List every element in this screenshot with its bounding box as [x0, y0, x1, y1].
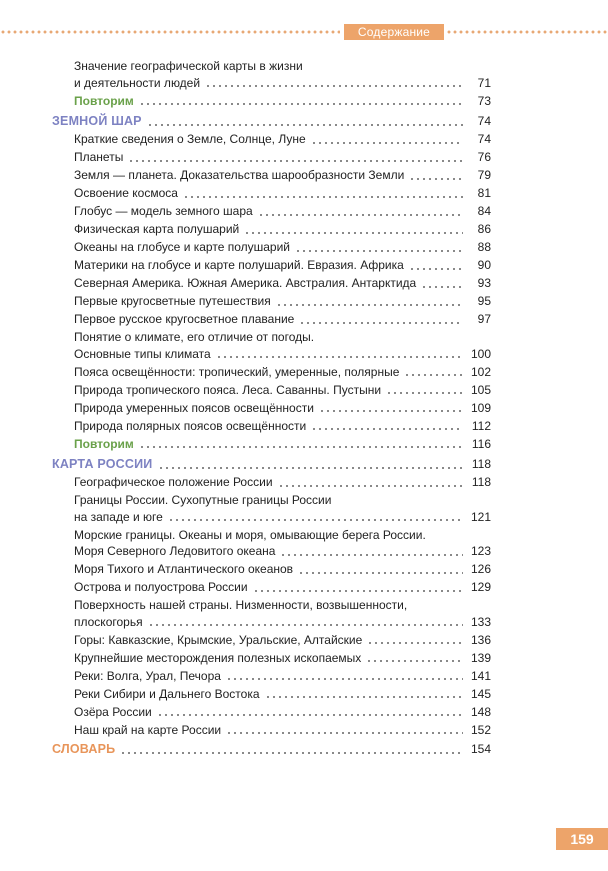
toc-entry[interactable]: [52, 527, 491, 560]
toc-entry[interactable]: [52, 632, 491, 649]
dot-leader: [404, 374, 463, 376]
toc-entry-line: Понятие о климате, его отличие от погоды.: [74, 330, 315, 344]
dot-leader: [258, 214, 463, 216]
toc-entry-row: [52, 650, 491, 667]
toc-entry-row: [52, 275, 491, 292]
dot-leader: [298, 572, 463, 574]
toc-entry-title: КАРТА РОССИИ: [52, 457, 153, 471]
dot-leader: [409, 178, 463, 180]
toc-entry-row: [52, 456, 491, 473]
toc-entry-title: Крупнейшие месторождения полезных ископаемых: [74, 650, 362, 665]
toc-page-number: 112: [471, 418, 491, 433]
toc-page-number: 95: [477, 294, 491, 308]
toc-entry-title: Наш край на карте России: [74, 722, 222, 737]
toc-page-number: 102: [470, 364, 491, 379]
dot-leader: [168, 519, 463, 521]
toc-page-number: 126: [470, 562, 491, 576]
toc-entry-title: Материки на глобусе и карте полушарий. Евразия. Африка: [74, 258, 404, 272]
toc-entry[interactable]: [52, 221, 491, 238]
toc-entry-row: [52, 149, 491, 166]
toc-entry[interactable]: [52, 293, 491, 310]
dot-leader: [147, 124, 463, 126]
toc-review-entry[interactable]: [52, 93, 491, 110]
dot-leader: [299, 322, 463, 324]
toc-entry[interactable]: [52, 185, 491, 202]
toc-page-number: 123: [470, 544, 491, 558]
toc-page-number: 74: [477, 132, 491, 146]
toc-section-heading[interactable]: [52, 456, 491, 473]
dot-leader: [409, 268, 463, 270]
toc-entry-title: Северная Америка. Южная Америка. Австралия. Антарктида: [74, 276, 417, 290]
toc-entry[interactable]: [52, 239, 491, 256]
toc-page-number: 81: [477, 186, 491, 200]
toc-entry-row: [52, 722, 491, 739]
toc-page-number: 86: [477, 222, 491, 236]
toc-page-number: 74: [477, 114, 491, 128]
toc-entry-title: Моря Тихого и Атлантического океанов: [74, 562, 294, 576]
toc-page-number: 76: [477, 150, 491, 164]
dot-leader: [226, 678, 463, 680]
toc-entry[interactable]: [52, 650, 491, 667]
dot-leader: [367, 642, 463, 644]
toc-entry-row: [52, 239, 491, 256]
toc-page-number: 71: [477, 75, 491, 90]
toc-entry-row: [52, 704, 491, 721]
toc-entry-line: Морские границы. Океаны и моря, омывающие берега России.: [74, 527, 426, 542]
toc-entry-title: Озёра России: [74, 704, 152, 719]
toc-entry[interactable]: [52, 311, 491, 328]
dot-leader: [311, 142, 463, 144]
toc-entry-title: СЛОВАРЬ: [52, 742, 116, 756]
toc-entry[interactable]: [52, 722, 491, 739]
toc-entry-title: плоскогорья: [74, 614, 143, 629]
toc-entry-row: [52, 131, 491, 148]
toc-section-heading[interactable]: [52, 113, 491, 130]
toc-page-number: 133: [470, 614, 491, 629]
toc-entry-row: [52, 382, 491, 399]
dot-leader: [226, 732, 463, 734]
toc-entry-title: Планеты: [74, 150, 124, 164]
toc-entry-row: [52, 93, 491, 110]
toc-entry[interactable]: [52, 149, 491, 166]
section-header-title: Содержание: [344, 24, 444, 40]
toc-entry-title: Реки Сибири и Дальнего Востока: [74, 686, 260, 701]
toc-entry[interactable]: [52, 474, 491, 491]
toc-entry-title: Природа тропического пояса. Леса. Саванны. Пустыни: [74, 382, 382, 397]
toc-entry-row: [52, 686, 491, 703]
toc-page-number: 141: [470, 668, 491, 683]
dot-leader: [253, 590, 463, 592]
toc-entry[interactable]: [52, 400, 491, 417]
dot-leader: [139, 446, 463, 448]
toc-entry-line: Границы России. Сухопутные границы России: [74, 493, 332, 507]
toc-entry[interactable]: [52, 418, 491, 435]
toc-entry[interactable]: [52, 131, 491, 148]
toc-entry[interactable]: [52, 203, 491, 220]
toc-page-number: 105: [470, 382, 491, 397]
toc-entry-row: [52, 113, 491, 130]
dot-leader: [205, 85, 463, 87]
toc-entry[interactable]: [52, 704, 491, 721]
toc-entry-row: [52, 632, 491, 649]
toc-entry-row: [52, 543, 491, 560]
toc-entry-row: [52, 293, 491, 310]
dot-leader: [157, 714, 463, 716]
toc-entry[interactable]: [52, 329, 491, 362]
header-dotted-rule-right: [446, 30, 608, 34]
toc-page-number: 152: [470, 722, 491, 737]
toc-entry-row: [52, 400, 491, 417]
dot-leader: [244, 232, 463, 234]
toc-entry-title: Природа умеренных поясов освещённости: [74, 400, 314, 415]
toc-entry-title: Краткие сведения о Земле, Солнце, Луне: [74, 132, 306, 146]
toc-entry-title: Освоение космоса: [74, 186, 178, 200]
toc-entry-title: Физическая карта полушарий: [74, 222, 240, 236]
toc-page-number: 97: [477, 312, 491, 326]
toc-entry-title: Реки: Волга, Урал, Печора: [74, 668, 221, 683]
toc-entry-title: Географическое положение России: [74, 475, 273, 489]
toc-entry-title: Океаны на глобусе и карте полушарий: [74, 240, 290, 254]
toc-entry-title: Природа полярных поясов освещённости: [74, 418, 307, 433]
toc-page-number: 109: [470, 400, 491, 415]
dot-leader: [216, 356, 463, 358]
toc-entry-row: [52, 221, 491, 238]
toc-entry-title: на западе и юге: [74, 509, 163, 524]
toc-page-number: 145: [470, 686, 491, 701]
toc-entry[interactable]: [52, 561, 491, 578]
toc-entry-title: Повторим: [74, 436, 134, 451]
toc-entry-row: [52, 436, 491, 453]
page-number: 159: [556, 828, 608, 850]
toc-entry[interactable]: [52, 364, 491, 381]
toc-page-number: 118: [471, 457, 491, 471]
dot-leader: [366, 660, 463, 662]
toc-entry-title: Острова и полуострова России: [74, 580, 248, 594]
dot-leader: [128, 160, 463, 162]
dot-leader: [139, 103, 463, 105]
toc-page-number: 136: [470, 632, 491, 647]
toc-entry-row: [52, 203, 491, 220]
dot-leader: [280, 554, 463, 556]
toc-entry-row: [52, 185, 491, 202]
toc-entry-row: [52, 418, 491, 435]
toc-page-number: 154: [470, 742, 491, 756]
dot-leader: [120, 752, 463, 754]
toc-entry-title: Моря Северного Ледовитого океана: [74, 544, 276, 558]
toc-entry[interactable]: [52, 686, 491, 703]
dot-leader: [265, 696, 463, 698]
toc-entry-row: [52, 668, 491, 685]
toc-entry-title: Земля — планета. Доказательства шарообразности Земли: [74, 168, 405, 182]
toc-entry[interactable]: [52, 275, 491, 292]
dot-leader: [276, 304, 463, 306]
toc-entry-row: [52, 75, 491, 92]
toc-page-number: 116: [471, 436, 491, 451]
toc-entry-row: [52, 364, 491, 381]
toc-page-number: 73: [477, 93, 491, 108]
toc-page-number: 148: [470, 704, 491, 719]
toc-entry-title: Горы: Кавказские, Крымские, Уральские, Алтайские: [74, 632, 363, 647]
toc-entry-title: и деятельности людей: [74, 75, 201, 90]
toc-entry[interactable]: [52, 382, 491, 399]
toc-entry[interactable]: [52, 58, 491, 91]
dot-leader: [278, 485, 463, 487]
dot-leader: [295, 250, 463, 252]
toc-entry-row: [52, 311, 491, 328]
toc-review-entry[interactable]: [52, 436, 491, 453]
toc-page-number: 84: [477, 204, 491, 218]
toc-entry[interactable]: [52, 668, 491, 685]
toc-entry-title: ЗЕМНОЙ ШАР: [52, 114, 142, 128]
toc-page-number: 121: [470, 509, 491, 524]
toc-entry-title: Глобус — модель земного шара: [74, 204, 253, 218]
toc-entry-row: [52, 561, 491, 578]
dot-leader: [319, 410, 463, 412]
toc-entry-row: [52, 257, 491, 274]
dot-leader: [158, 467, 464, 469]
toc-entry-row: [52, 741, 491, 758]
toc-entry-row: [52, 614, 491, 631]
toc-entry-row: [52, 167, 491, 184]
dot-leader: [148, 624, 463, 626]
toc-section-heading[interactable]: [52, 741, 491, 758]
toc-entry[interactable]: [52, 257, 491, 274]
toc-entry-title: Пояса освещённости: тропический, умеренные, полярные: [74, 364, 400, 379]
toc-page-number: 139: [470, 650, 491, 665]
toc-page-number: 79: [477, 168, 491, 182]
toc-page-number: 93: [477, 276, 491, 290]
toc-page-number: 88: [477, 240, 491, 254]
toc-page-number: 90: [477, 258, 491, 272]
dot-leader: [311, 428, 463, 430]
dot-leader: [183, 196, 463, 198]
dot-leader: [421, 286, 463, 288]
toc-entry-row: [52, 579, 491, 596]
dot-leader: [386, 392, 463, 394]
toc-entry-title: Повторим: [74, 93, 134, 108]
toc-entry[interactable]: [52, 579, 491, 596]
toc-entry-title: Основные типы климата: [74, 346, 211, 361]
header-dotted-rule: [0, 30, 340, 34]
toc-entry[interactable]: [52, 597, 491, 630]
toc-entry-row: [52, 509, 491, 526]
toc-entry-line: Поверхность нашей страны. Низменности, возвышенности,: [74, 598, 408, 612]
toc-entry[interactable]: [52, 492, 491, 525]
toc-page-number: 118: [471, 475, 491, 489]
toc-page-number: 129: [470, 580, 491, 594]
toc-entry-row: [52, 474, 491, 491]
toc-entry-title: Первые кругосветные путешествия: [74, 294, 271, 308]
toc-entry-line: Значение географической карты в жизни: [74, 59, 303, 73]
toc-entry[interactable]: [52, 167, 491, 184]
toc-entry-row: [52, 346, 491, 363]
toc-entry-title: Первое русское кругосветное плавание: [74, 312, 295, 326]
toc-page-number: 100: [470, 346, 491, 361]
table-of-contents: [52, 58, 491, 759]
